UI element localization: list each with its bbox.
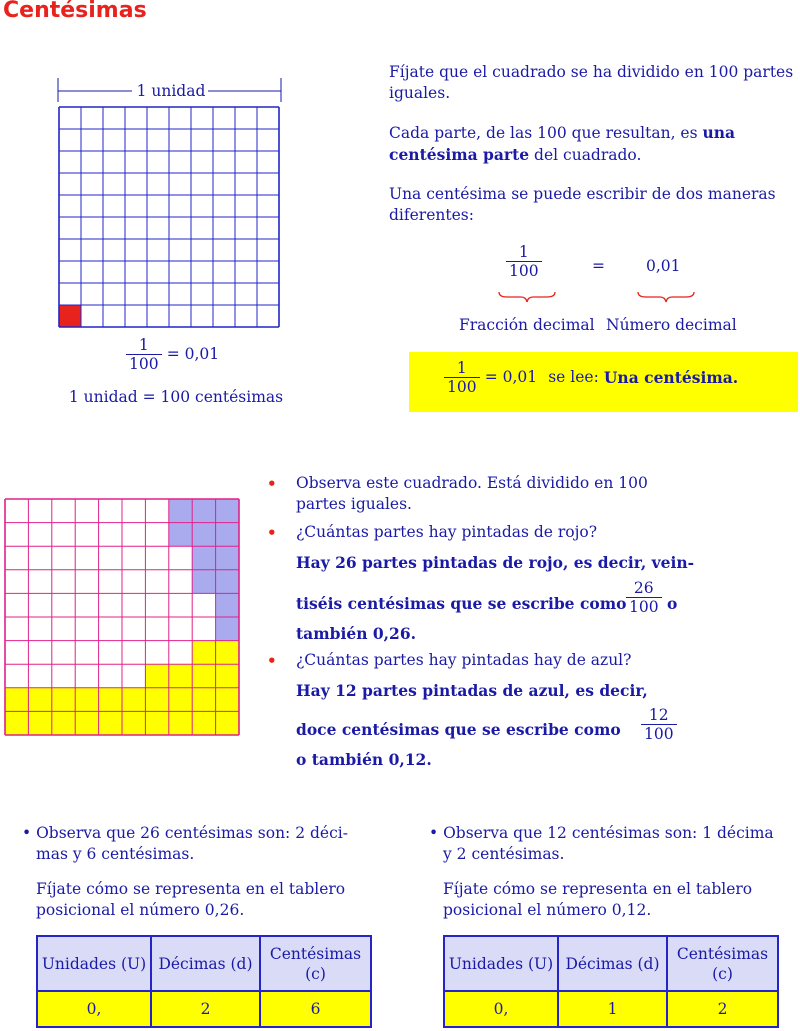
header-tenths: Décimas (d) — [151, 936, 260, 991]
question-blue: ¿Cuántas partes hay pintadas hay de azul? — [296, 651, 632, 669]
yellow-cell — [99, 711, 122, 735]
observe-square-text: Observa este cuadrado. Está dividido en 100 partes iguales. — [296, 474, 648, 513]
brace-icon — [636, 290, 696, 304]
value-tenths: 2 — [151, 991, 260, 1027]
right-observe-line-2: y 2 centésimas. — [443, 845, 565, 863]
intro-paragraph-1: Fíjate que el cuadrado se ha dividido en 100 partes iguales. — [389, 63, 794, 102]
intro-emphasis: una centésima parte — [389, 123, 736, 164]
answer-blue-line-1: Hay 12 partes pintadas de azul, es decir, — [296, 681, 648, 700]
blue-cell — [216, 546, 239, 570]
fraction-denominator: 100 — [444, 377, 480, 396]
two-ways-decimal: 0,01 — [646, 257, 681, 275]
blue-cell — [192, 499, 215, 523]
place-value-table-026 — [36, 935, 372, 1028]
blue-cell — [216, 499, 239, 523]
page-title: Centésimas — [3, 0, 147, 23]
two-ways-fraction — [506, 243, 542, 280]
answer-blue-line-3: o también 0,12. — [296, 750, 432, 769]
yellow-cell — [192, 641, 215, 665]
intro-text: Cada parte, de las 100 que resultan, es — [389, 124, 703, 142]
fraction-denominator: 100 — [626, 597, 662, 616]
yellow-cell — [192, 711, 215, 735]
yellow-cell — [28, 711, 51, 735]
right-represent-line-2: posicional el número 0,12. — [443, 901, 652, 919]
grid1-caption: 1 unidad = 100 centésimas — [68, 388, 284, 406]
answer-red-or: o — [667, 594, 678, 613]
value-units: 0, — [444, 991, 558, 1027]
colored-hundred-grid — [4, 498, 240, 736]
yellow-cell — [145, 711, 168, 735]
fraction-numerator: 12 — [648, 706, 669, 724]
highlight-box — [409, 352, 798, 412]
fraction-numerator: 1 — [456, 359, 467, 377]
fraction-numerator: 1 — [138, 336, 149, 354]
answer-red-line-2: tiséis centésimas que se escribe como — [296, 594, 627, 613]
reads-as: se lee: — [548, 368, 599, 386]
yellow-cell — [5, 688, 28, 712]
left-observe-line-1: • Observa que 26 centésimas son: 2 déci- — [22, 824, 348, 842]
header-units: Unidades (U) — [444, 936, 558, 991]
header-tenths: Décimas (d) — [558, 936, 667, 991]
place-value-table-012 — [443, 935, 779, 1028]
answer-red-fraction — [626, 579, 662, 616]
right-observe-line-1: • Observa que 12 centésimas son: 1 décima — [429, 824, 774, 842]
highlighted-cell — [59, 305, 81, 327]
value-tenths: 1 — [558, 991, 667, 1027]
intro-paragraph-2 — [389, 122, 799, 166]
yellow-cell — [169, 688, 192, 712]
answer-blue-fraction — [641, 706, 677, 743]
table-value-row — [444, 991, 778, 1027]
yellow-cell — [216, 688, 239, 712]
fraction-value: = 0,01 — [166, 345, 220, 363]
highlight-value: = 0,01 — [484, 368, 538, 386]
answer-red-line-1: Hay 26 partes pintadas de rojo, es decir, vein- — [296, 553, 695, 572]
yellow-cell — [216, 664, 239, 688]
yellow-cell — [216, 641, 239, 665]
left-represent-line-2: posicional el número 0,26. — [36, 901, 245, 919]
blue-cell — [216, 617, 239, 641]
fraction-denominator: 100 — [641, 724, 677, 743]
header-hundredths: Centésimas (c) — [260, 936, 371, 991]
blue-cell — [169, 523, 192, 547]
value-units: 0, — [37, 991, 151, 1027]
right-represent-line-1: Fíjate cómo se representa en el tablero — [443, 880, 753, 898]
label-decimal-number: Número decimal — [606, 316, 737, 334]
grid1-fraction — [126, 336, 219, 373]
header-hundredths: Centésimas (c) — [667, 936, 778, 991]
equals-sign: = — [592, 257, 605, 275]
yellow-cell — [52, 688, 75, 712]
bullet-icon: • — [267, 524, 277, 542]
intro-text: del cuadrado. — [529, 146, 642, 164]
question-red: ¿Cuántas partes hay pintadas de rojo? — [296, 523, 598, 541]
blue-cell — [192, 570, 215, 594]
yellow-cell — [192, 664, 215, 688]
value-hundredths: 6 — [260, 991, 371, 1027]
blue-cell — [216, 570, 239, 594]
unit-label: 1 unidad — [136, 82, 206, 100]
yellow-cell — [99, 688, 122, 712]
header-units: Unidades (U) — [37, 936, 151, 991]
fraction-denominator: 100 — [506, 261, 542, 280]
fraction-numerator: 26 — [633, 579, 654, 597]
blue-cell — [216, 593, 239, 617]
blue-cell — [192, 523, 215, 547]
yellow-cell — [52, 711, 75, 735]
blue-cell — [216, 523, 239, 547]
yellow-cell — [216, 711, 239, 735]
left-represent-line-1: Fíjate cómo se representa en el tablero — [36, 880, 346, 898]
yellow-cell — [145, 664, 168, 688]
brace-icon — [497, 290, 557, 304]
table-value-row — [37, 991, 371, 1027]
yellow-cell — [122, 688, 145, 712]
hundred-grid — [58, 106, 282, 330]
reading: Una centésima. — [603, 368, 739, 387]
left-observe-line-2: mas y 6 centésimas. — [36, 845, 195, 863]
bullet-icon: • — [267, 475, 277, 493]
fraction-denominator: 100 — [126, 354, 162, 373]
yellow-cell — [145, 688, 168, 712]
value-hundredths: 2 — [667, 991, 778, 1027]
label-fraction-decimal: Fracción decimal — [459, 316, 595, 334]
yellow-cell — [75, 688, 98, 712]
table-header-row — [37, 936, 371, 991]
answer-blue-line-2: doce centésimas que se escribe como — [296, 720, 621, 739]
fraction-numerator: 1 — [518, 243, 529, 261]
blue-cell — [169, 499, 192, 523]
table-header-row — [444, 936, 778, 991]
yellow-cell — [5, 711, 28, 735]
yellow-cell — [169, 711, 192, 735]
yellow-cell — [28, 688, 51, 712]
blue-cell — [192, 546, 215, 570]
yellow-cell — [122, 711, 145, 735]
yellow-cell — [75, 711, 98, 735]
yellow-cell — [192, 688, 215, 712]
answer-red-line-3: también 0,26. — [296, 624, 417, 643]
intro-paragraph-3: Una centésima se puede escribir de dos maneras diferentes: — [389, 185, 776, 224]
yellow-cell — [169, 664, 192, 688]
bullet-icon: • — [267, 652, 277, 670]
